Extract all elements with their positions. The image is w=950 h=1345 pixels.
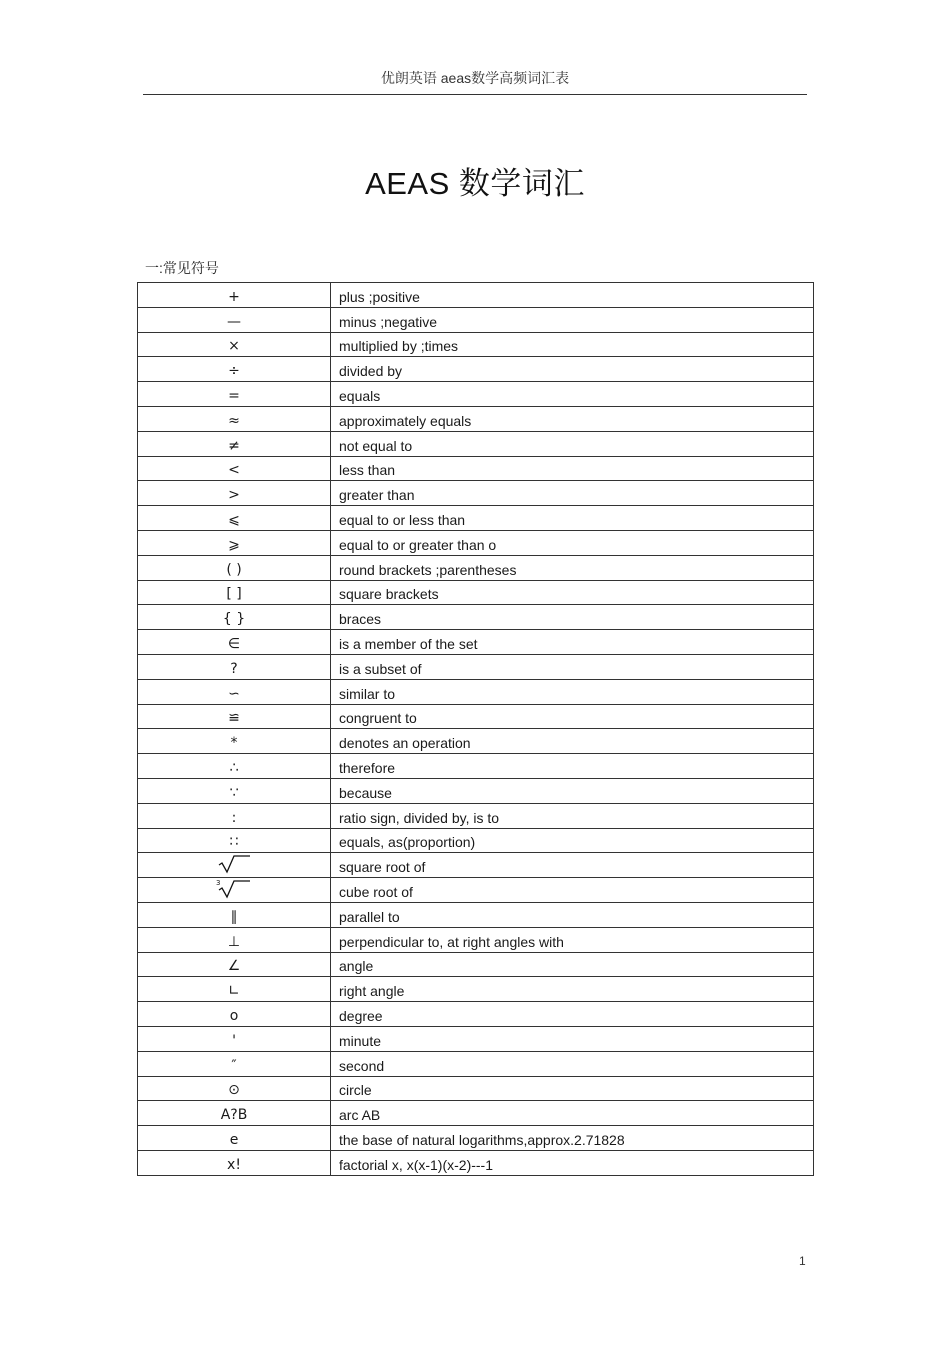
meaning-cell: less than xyxy=(331,456,814,481)
meaning-cell: square root of xyxy=(331,853,814,878)
symbol-cell: + xyxy=(138,283,331,308)
meaning-cell: approximately equals xyxy=(331,406,814,431)
meaning-cell: right angle xyxy=(331,977,814,1002)
table-row xyxy=(138,1150,814,1175)
symbol-cell: ' xyxy=(138,1026,331,1051)
symbol-cell: > xyxy=(138,481,331,506)
symbol-cell: = xyxy=(138,382,331,407)
meaning-cell: therefore xyxy=(331,754,814,779)
symbol-cell: ⊙ xyxy=(138,1076,331,1101)
symbol-cell: { } xyxy=(138,605,331,630)
meaning-cell: braces xyxy=(331,605,814,630)
meaning-cell: degree xyxy=(331,1002,814,1027)
table-row xyxy=(138,878,814,903)
meaning-cell: divided by xyxy=(331,357,814,382)
table-row xyxy=(138,605,814,630)
meaning-cell: arc AB xyxy=(331,1101,814,1126)
table-row xyxy=(138,1126,814,1151)
symbol-cell: ∽ xyxy=(138,679,331,704)
table-row xyxy=(138,382,814,407)
symbol-cell: e xyxy=(138,1126,331,1151)
table-row xyxy=(138,530,814,555)
table-row xyxy=(138,977,814,1002)
meaning-cell: minute xyxy=(331,1026,814,1051)
table-row xyxy=(138,357,814,382)
symbol-cell: ≠ xyxy=(138,431,331,456)
symbol-cell: ? xyxy=(138,654,331,679)
running-header: 优朗英语 aeas数学高频词汇表 xyxy=(143,68,807,95)
symbol-cell: ⩾ xyxy=(138,530,331,555)
symbol-cell: [ ] xyxy=(138,580,331,605)
cube-root-icon xyxy=(217,879,251,899)
table-row xyxy=(138,902,814,927)
square-root-icon xyxy=(217,854,251,874)
symbol-cell: ∈ xyxy=(138,630,331,655)
meaning-cell: equal to or greater than o xyxy=(331,530,814,555)
meaning-cell: second xyxy=(331,1051,814,1076)
meaning-cell: equals xyxy=(331,382,814,407)
meaning-cell: angle xyxy=(331,952,814,977)
meaning-cell: equals, as(proportion) xyxy=(331,828,814,853)
meaning-cell: congruent to xyxy=(331,704,814,729)
meaning-cell: denotes an operation xyxy=(331,729,814,754)
symbol-cell: A?B xyxy=(138,1101,331,1126)
table-row xyxy=(138,1002,814,1027)
root-index: 3 xyxy=(216,878,221,887)
symbol-cell: ⊥ xyxy=(138,927,331,952)
symbol-cell: ∥ xyxy=(138,902,331,927)
table-row xyxy=(138,679,814,704)
table-row xyxy=(138,1026,814,1051)
table-row xyxy=(138,431,814,456)
table-row xyxy=(138,481,814,506)
meaning-cell: not equal to xyxy=(331,431,814,456)
meaning-cell: greater than xyxy=(331,481,814,506)
symbol-cell: ≌ xyxy=(138,704,331,729)
meaning-cell: round brackets ;parentheses xyxy=(331,555,814,580)
table-row xyxy=(138,704,814,729)
table-row xyxy=(138,406,814,431)
symbol-cell xyxy=(138,853,331,878)
table-row xyxy=(138,1076,814,1101)
table-row xyxy=(138,1051,814,1076)
table-row xyxy=(138,754,814,779)
table-row xyxy=(138,853,814,878)
symbol-cell: o xyxy=(138,1002,331,1027)
table-row xyxy=(138,283,814,308)
table-row xyxy=(138,927,814,952)
table-row xyxy=(138,828,814,853)
table-row xyxy=(138,952,814,977)
meaning-cell: equal to or less than xyxy=(331,506,814,531)
symbol-cell: ∟ xyxy=(138,977,331,1002)
symbol-cell: ( ) xyxy=(138,555,331,580)
table-row xyxy=(138,555,814,580)
table-row xyxy=(138,506,814,531)
table-row xyxy=(138,803,814,828)
page-number: 1 xyxy=(799,1254,806,1268)
symbol-cell: * xyxy=(138,729,331,754)
symbol-cell: x! xyxy=(138,1150,331,1175)
symbol-cell: : xyxy=(138,803,331,828)
symbol-cell: ∴ xyxy=(138,754,331,779)
symbol-cell: ″ xyxy=(138,1051,331,1076)
meaning-cell: similar to xyxy=(331,679,814,704)
meaning-cell: parallel to xyxy=(331,902,814,927)
table-row xyxy=(138,778,814,803)
table-row xyxy=(138,729,814,754)
symbol-cell: ≈ xyxy=(138,406,331,431)
meaning-cell: minus ;negative xyxy=(331,307,814,332)
meaning-cell: multiplied by ;times xyxy=(331,332,814,357)
meaning-cell: is a member of the set xyxy=(331,630,814,655)
meaning-cell: cube root of xyxy=(331,878,814,903)
section-label: 一:常见符号 xyxy=(145,260,219,276)
symbol-cell: ⩽ xyxy=(138,506,331,531)
symbol-cell: ∠ xyxy=(138,952,331,977)
document-title: AEAS 数学词汇 xyxy=(365,166,585,201)
symbol-cell: — xyxy=(138,307,331,332)
table-row xyxy=(138,654,814,679)
symbol-cell: × xyxy=(138,332,331,357)
symbol-table xyxy=(137,282,814,1176)
table-row xyxy=(138,580,814,605)
symbol-cell: ∷ xyxy=(138,828,331,853)
table-row xyxy=(138,1101,814,1126)
meaning-cell: factorial x, x(x-1)(x-2)---1 xyxy=(331,1150,814,1175)
table-row xyxy=(138,332,814,357)
symbol-cell: ÷ xyxy=(138,357,331,382)
meaning-cell: is a subset of xyxy=(331,654,814,679)
table-row xyxy=(138,307,814,332)
meaning-cell: perpendicular to, at right angles with xyxy=(331,927,814,952)
symbol-cell: < xyxy=(138,456,331,481)
meaning-cell: because xyxy=(331,778,814,803)
meaning-cell: square brackets xyxy=(331,580,814,605)
meaning-cell: circle xyxy=(331,1076,814,1101)
meaning-cell: plus ;positive xyxy=(331,283,814,308)
symbol-cell: ∵ xyxy=(138,778,331,803)
meaning-cell: the base of natural logarithms,approx.2.71828 xyxy=(331,1126,814,1151)
table-row xyxy=(138,630,814,655)
symbol-table-body xyxy=(138,283,814,1176)
symbol-cell xyxy=(138,878,331,903)
table-row xyxy=(138,456,814,481)
meaning-cell: ratio sign, divided by, is to xyxy=(331,803,814,828)
